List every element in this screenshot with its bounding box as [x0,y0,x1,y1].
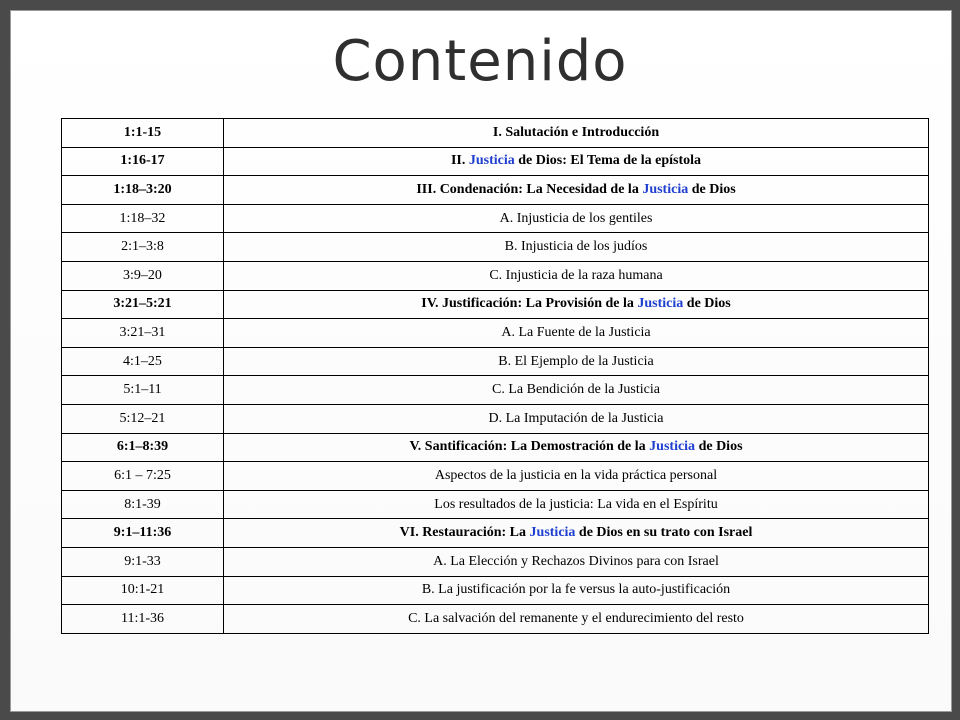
section-description [224,605,929,634]
description-text: II. [450,153,469,169]
table-row [62,147,929,176]
section-description [224,490,929,519]
description-text: B. La justificación por la fe versus la auto-justificación [421,582,731,598]
section-description [224,290,929,319]
table-row [62,119,929,148]
scripture-reference: 3:21–5:21 [62,290,224,319]
table-row [62,519,929,548]
scripture-reference: 5:12–21 [62,404,224,433]
scripture-reference: 10:1-21 [62,576,224,605]
scripture-reference: 6:1–8:39 [62,433,224,462]
scripture-reference: 11:1-36 [62,605,224,634]
table-row [62,576,929,605]
slide-title: Contenido [332,29,628,94]
description-text: de Dios en su trato con Israel [575,525,753,541]
scripture-reference: 3:9–20 [62,261,224,290]
contents-table-body [62,119,929,634]
highlighted-keyword: Justicia [468,153,515,169]
table-row [62,176,929,205]
section-description [224,462,929,491]
section-description [224,404,929,433]
table-row [62,290,929,319]
description-text: C. La salvación del remanente y el endurecimiento del resto [408,610,744,626]
highlighted-keyword: Justicia [649,439,696,455]
scripture-reference: 1:16-17 [62,147,224,176]
table-row [62,490,929,519]
section-description [224,519,929,548]
table-row [62,376,929,405]
description-text: D. La Imputación de la Justicia [488,410,664,426]
description-text: A. La Elección y Rechazos Divinos para con Israel [433,553,719,569]
description-text: A. La Fuente de la Justicia [501,324,651,340]
description-text: B. El Ejemplo de la Justicia [498,353,654,369]
section-description [224,176,929,205]
scripture-reference: 1:18–32 [62,204,224,233]
section-description [224,233,929,262]
scripture-reference: 5:1–11 [62,376,224,405]
scripture-reference: 9:1–11:36 [62,519,224,548]
section-description [224,347,929,376]
section-description [224,376,929,405]
section-description [224,147,929,176]
description-text: C. La Bendición de la Justicia [492,382,660,398]
description-text: de Dios [688,181,736,197]
scripture-reference: 1:1-15 [62,119,224,148]
description-text: VI. Restauración: La [399,525,530,541]
table-row [62,233,929,262]
description-text: de Dios: El Tema de la epístola [514,153,702,169]
scripture-reference: 6:1 – 7:25 [62,462,224,491]
description-text: Los resultados de la justicia: La vida en el Espíritu [434,496,718,512]
description-text: de Dios [683,296,731,312]
table-row [62,319,929,348]
highlighted-keyword: Justicia [529,525,576,541]
table-row [62,204,929,233]
section-description [224,576,929,605]
scripture-reference: 1:18–3:20 [62,176,224,205]
description-text: Aspectos de la justicia en la vida práctica personal [434,467,718,483]
scripture-reference: 9:1-33 [62,547,224,576]
scripture-reference: 8:1-39 [62,490,224,519]
contents-table [61,118,929,634]
description-text: de Dios [695,439,743,455]
section-description [224,204,929,233]
scripture-reference: 4:1–25 [62,347,224,376]
section-description [224,547,929,576]
scripture-reference: 3:21–31 [62,319,224,348]
description-text: C. Injusticia de la raza humana [489,267,663,283]
table-row [62,404,929,433]
description-text: A. Injusticia de los gentiles [499,210,653,226]
section-description [224,433,929,462]
table-row [62,347,929,376]
table-row [62,433,929,462]
section-description [224,261,929,290]
table-row [62,261,929,290]
description-text: V. Santificación: La Demostración de la [409,439,650,455]
table-row [62,605,929,634]
table-row [62,462,929,491]
highlighted-keyword: Justicia [637,296,684,312]
section-description [224,319,929,348]
scripture-reference: 2:1–3:8 [62,233,224,262]
description-text: IV. Justificación: La Provisión de la [421,296,638,312]
description-text: III. Condenación: La Necesidad de la [416,181,643,197]
highlighted-keyword: Justicia [642,181,689,197]
description-text: I. Salutación e Introducción [492,124,660,140]
description-text: B. Injusticia de los judíos [504,239,648,255]
section-description [224,119,929,148]
table-row [62,547,929,576]
